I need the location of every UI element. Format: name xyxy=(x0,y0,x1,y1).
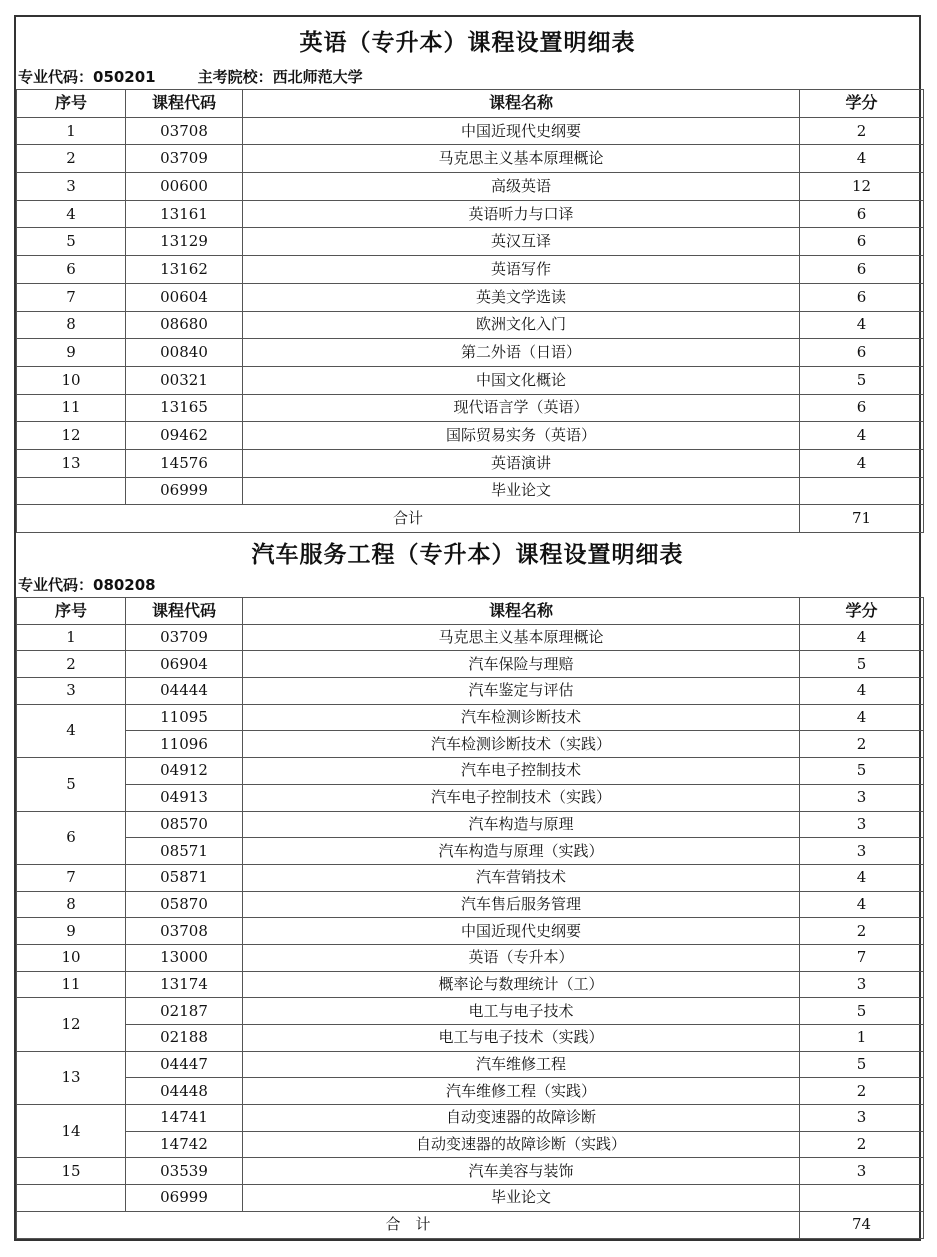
name-cell: 英语听力与口译 xyxy=(243,200,800,228)
code-cell: 03709 xyxy=(126,145,243,173)
code-cell: 14742 xyxy=(126,1131,243,1158)
seq-cell: 1 xyxy=(17,624,126,651)
table-row xyxy=(17,394,924,422)
table-row xyxy=(17,998,924,1025)
seq-cell: 4 xyxy=(17,704,126,757)
table-row xyxy=(17,1078,924,1105)
seq-cell: 11 xyxy=(17,394,126,422)
seq-cell: 7 xyxy=(17,864,126,891)
credit-cell: 6 xyxy=(800,283,924,311)
name-cell: 英语（专升本） xyxy=(243,944,800,971)
seq-cell: 3 xyxy=(17,678,126,705)
credit-cell: 3 xyxy=(800,838,924,865)
name-cell: 中国近现代史纲要 xyxy=(243,918,800,945)
table1 xyxy=(16,89,924,533)
credit-cell: 4 xyxy=(800,704,924,731)
table-row xyxy=(17,944,924,971)
name-cell: 汽车营销技术 xyxy=(243,864,800,891)
table-row xyxy=(17,228,924,256)
name-cell: 汽车鉴定与评估 xyxy=(243,678,800,705)
code-cell: 00600 xyxy=(126,173,243,201)
name-cell: 英语写作 xyxy=(243,256,800,284)
credit-cell: 2 xyxy=(800,918,924,945)
table-row xyxy=(17,1158,924,1185)
name-cell: 汽车美容与装饰 xyxy=(243,1158,800,1185)
name-cell: 欧洲文化入门 xyxy=(243,311,800,339)
credit-cell: 12 xyxy=(800,173,924,201)
credit-cell: 6 xyxy=(800,200,924,228)
code-cell: 11095 xyxy=(126,704,243,731)
name-cell: 汽车维修工程 xyxy=(243,1051,800,1078)
credit-cell: 3 xyxy=(800,1158,924,1185)
credit-cell xyxy=(800,477,924,505)
table-row xyxy=(17,283,924,311)
name-cell: 英汉互译 xyxy=(243,228,800,256)
credit-cell: 3 xyxy=(800,811,924,838)
seq-cell xyxy=(17,1185,126,1212)
name-cell: 自动变速器的故障诊断（实践） xyxy=(243,1131,800,1158)
credit-cell: 6 xyxy=(800,256,924,284)
name-cell: 中国近现代史纲要 xyxy=(243,117,800,145)
seq-cell: 5 xyxy=(17,228,126,256)
name-cell: 第二外语（日语） xyxy=(243,339,800,367)
credit-cell: 6 xyxy=(800,228,924,256)
table-row xyxy=(17,971,924,998)
table-row xyxy=(17,339,924,367)
table-row xyxy=(17,311,924,339)
credit-cell: 4 xyxy=(800,449,924,477)
name-cell: 汽车维修工程（实践） xyxy=(243,1078,800,1105)
code-cell: 13129 xyxy=(126,228,243,256)
total-value: 74 xyxy=(800,1211,924,1238)
credit-cell: 4 xyxy=(800,678,924,705)
code-cell: 14741 xyxy=(126,1105,243,1132)
code-cell: 04447 xyxy=(126,1051,243,1078)
credit-cell: 4 xyxy=(800,624,924,651)
table1-meta xyxy=(18,66,363,87)
seq-cell xyxy=(17,477,126,505)
name-cell: 汽车电子控制技术（实践） xyxy=(243,784,800,811)
header-credit: 学分 xyxy=(800,90,924,118)
seq-cell: 3 xyxy=(17,173,126,201)
table-row xyxy=(17,256,924,284)
total-row xyxy=(17,505,924,533)
credit-cell: 2 xyxy=(800,731,924,758)
code-cell: 13161 xyxy=(126,200,243,228)
table2-meta xyxy=(18,574,156,595)
code-cell: 06999 xyxy=(126,477,243,505)
seq-cell: 12 xyxy=(17,998,126,1051)
name-cell: 汽车售后服务管理 xyxy=(243,891,800,918)
name-cell: 中国文化概论 xyxy=(243,366,800,394)
name-cell: 汽车构造与原理（实践） xyxy=(243,838,800,865)
name-cell: 马克思主义基本原理概论 xyxy=(243,145,800,173)
table-row xyxy=(17,117,924,145)
credit-cell: 4 xyxy=(800,891,924,918)
seq-cell: 4 xyxy=(17,200,126,228)
code-cell: 02188 xyxy=(126,1025,243,1052)
name-cell: 英语演讲 xyxy=(243,449,800,477)
code-cell: 03539 xyxy=(126,1158,243,1185)
header-credit: 学分 xyxy=(800,598,924,625)
total-value: 71 xyxy=(800,505,924,533)
credit-cell: 2 xyxy=(800,1131,924,1158)
name-cell: 汽车保险与理赔 xyxy=(243,651,800,678)
table-row xyxy=(17,1025,924,1052)
code-cell: 04444 xyxy=(126,678,243,705)
credit-cell: 5 xyxy=(800,998,924,1025)
credit-cell: 3 xyxy=(800,784,924,811)
code-cell: 04913 xyxy=(126,784,243,811)
seq-cell: 5 xyxy=(17,758,126,811)
table1-school: 主考院校：西北师范大学 xyxy=(197,68,363,86)
seq-cell: 12 xyxy=(17,422,126,450)
credit-cell: 5 xyxy=(800,1051,924,1078)
code-cell: 11096 xyxy=(126,731,243,758)
code-cell: 14576 xyxy=(126,449,243,477)
seq-cell: 6 xyxy=(17,811,126,864)
table-row xyxy=(17,704,924,731)
header-name: 课程名称 xyxy=(243,90,800,118)
seq-cell: 13 xyxy=(17,449,126,477)
credit-cell: 2 xyxy=(800,117,924,145)
table-row xyxy=(17,145,924,173)
seq-cell: 10 xyxy=(17,366,126,394)
seq-cell: 2 xyxy=(17,145,126,173)
credit-cell: 4 xyxy=(800,145,924,173)
credit-cell xyxy=(800,1185,924,1212)
code-cell: 00321 xyxy=(126,366,243,394)
seq-cell: 2 xyxy=(17,651,126,678)
name-cell: 马克思主义基本原理概论 xyxy=(243,624,800,651)
code-cell: 00604 xyxy=(126,283,243,311)
name-cell: 电工与电子技术 xyxy=(243,998,800,1025)
seq-cell: 10 xyxy=(17,944,126,971)
name-cell: 毕业论文 xyxy=(243,1185,800,1212)
header-code: 课程代码 xyxy=(126,90,243,118)
credit-cell: 4 xyxy=(800,864,924,891)
table1-major-code: 专业代码：050201 xyxy=(18,68,156,86)
table2-title: 汽车服务工程（专升本）课程设置明细表 xyxy=(251,542,684,568)
table-row xyxy=(17,838,924,865)
name-cell: 电工与电子技术（实践） xyxy=(243,1025,800,1052)
table-row xyxy=(17,891,924,918)
code-cell: 03709 xyxy=(126,624,243,651)
seq-cell: 11 xyxy=(17,971,126,998)
header-name: 课程名称 xyxy=(243,598,800,625)
table-row xyxy=(17,784,924,811)
table-row xyxy=(17,864,924,891)
table-row xyxy=(17,651,924,678)
name-cell: 汽车检测诊断技术（实践） xyxy=(243,731,800,758)
table-row xyxy=(17,1105,924,1132)
credit-cell: 7 xyxy=(800,944,924,971)
code-cell: 08571 xyxy=(126,838,243,865)
seq-cell: 13 xyxy=(17,1051,126,1104)
table-row xyxy=(17,1051,924,1078)
table-row xyxy=(17,200,924,228)
name-cell: 国际贸易实务（英语） xyxy=(243,422,800,450)
total-label: 合 计 xyxy=(17,1211,800,1238)
seq-cell: 9 xyxy=(17,339,126,367)
header-seq: 序号 xyxy=(17,90,126,118)
code-cell: 04448 xyxy=(126,1078,243,1105)
credit-cell: 5 xyxy=(800,758,924,785)
name-cell: 汽车构造与原理 xyxy=(243,811,800,838)
seq-cell: 8 xyxy=(17,891,126,918)
table-row xyxy=(17,624,924,651)
code-cell: 05871 xyxy=(126,864,243,891)
total-label: 合计 xyxy=(17,505,800,533)
credit-cell: 4 xyxy=(800,422,924,450)
table-row xyxy=(17,173,924,201)
name-cell: 自动变速器的故障诊断 xyxy=(243,1105,800,1132)
table-row xyxy=(17,477,924,505)
credit-cell: 6 xyxy=(800,394,924,422)
code-cell: 06904 xyxy=(126,651,243,678)
total-row xyxy=(17,1211,924,1238)
seq-cell: 8 xyxy=(17,311,126,339)
table-row xyxy=(17,918,924,945)
code-cell: 09462 xyxy=(126,422,243,450)
code-cell: 08680 xyxy=(126,311,243,339)
name-cell: 汽车检测诊断技术 xyxy=(243,704,800,731)
credit-cell: 3 xyxy=(800,1105,924,1132)
seq-cell: 7 xyxy=(17,283,126,311)
code-cell: 04912 xyxy=(126,758,243,785)
header-code: 课程代码 xyxy=(126,598,243,625)
table-row xyxy=(17,758,924,785)
code-cell: 08570 xyxy=(126,811,243,838)
seq-cell: 15 xyxy=(17,1158,126,1185)
name-cell: 毕业论文 xyxy=(243,477,800,505)
code-cell: 13162 xyxy=(126,256,243,284)
table-row xyxy=(17,366,924,394)
code-cell: 03708 xyxy=(126,918,243,945)
name-cell: 概率论与数理统计（工） xyxy=(243,971,800,998)
table-row xyxy=(17,811,924,838)
table-row xyxy=(17,1131,924,1158)
credit-cell: 4 xyxy=(800,311,924,339)
table2-major-code: 专业代码：080208 xyxy=(18,576,156,594)
code-cell: 02187 xyxy=(126,998,243,1025)
code-cell: 03708 xyxy=(126,117,243,145)
code-cell: 13000 xyxy=(126,944,243,971)
credit-cell: 6 xyxy=(800,339,924,367)
table-row xyxy=(17,731,924,758)
header-seq: 序号 xyxy=(17,598,126,625)
name-cell: 英美文学选读 xyxy=(243,283,800,311)
table2 xyxy=(16,597,924,1239)
table-row xyxy=(17,422,924,450)
course-sheet xyxy=(14,15,921,1241)
code-cell: 13174 xyxy=(126,971,243,998)
code-cell: 06999 xyxy=(126,1185,243,1212)
credit-cell: 3 xyxy=(800,971,924,998)
seq-cell: 6 xyxy=(17,256,126,284)
credit-cell: 5 xyxy=(800,651,924,678)
table-row xyxy=(17,678,924,705)
code-cell: 13165 xyxy=(126,394,243,422)
name-cell: 汽车电子控制技术 xyxy=(243,758,800,785)
credit-cell: 2 xyxy=(800,1078,924,1105)
code-cell: 05870 xyxy=(126,891,243,918)
seq-cell: 1 xyxy=(17,117,126,145)
table-row xyxy=(17,449,924,477)
credit-cell: 1 xyxy=(800,1025,924,1052)
table-row xyxy=(17,1185,924,1212)
seq-cell: 14 xyxy=(17,1105,126,1158)
credit-cell: 5 xyxy=(800,366,924,394)
table1-title: 英语（专升本）课程设置明细表 xyxy=(299,30,636,56)
seq-cell: 9 xyxy=(17,918,126,945)
name-cell: 高级英语 xyxy=(243,173,800,201)
name-cell: 现代语言学（英语） xyxy=(243,394,800,422)
code-cell: 00840 xyxy=(126,339,243,367)
